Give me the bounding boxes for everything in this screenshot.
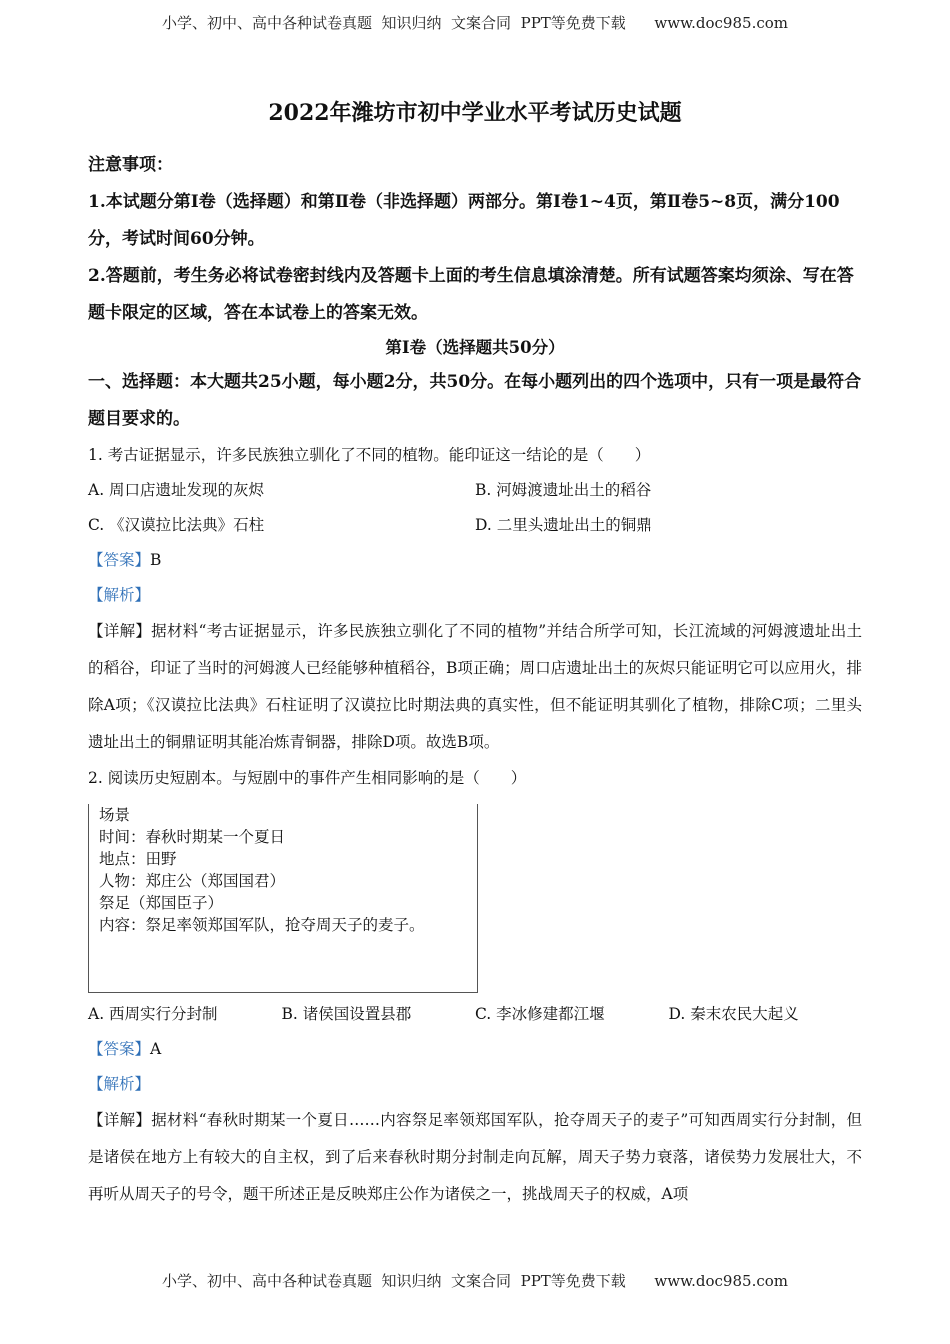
q1-answer-value: B: [150, 551, 162, 569]
q2-answer-tag: 【答案】: [88, 1040, 151, 1058]
q1-answer-tag: 【答案】: [88, 551, 151, 569]
q1-detail: [88, 613, 862, 761]
notice-item-2: 2.答题前，考生务必将试卷密封线内及答题卡上面的考生信息填涂清楚。所有试题答案均须涂、写在答题卡限定的区域，答在本试卷上的答案无效。: [88, 266, 854, 323]
q1-option-c: C. 《汉谟拉比法典》石柱: [88, 516, 265, 534]
exam-title: 2022年潍坊市初中学业水平考试历史试题: [268, 100, 682, 126]
q2-script-line: 地点：田野: [99, 850, 177, 868]
notice-heading: 注意事项：: [88, 155, 173, 175]
q1-detail-text: 据材料“考古证据显示，许多民族独立驯化了不同的植物”并结合所学可知，长江流域的河姆渡遗址出土的稻谷，印证了当时的河姆渡人已经能够种植稻谷，B项正确；周口店遗址出土的灰烬只能证明它可以应用火，排除A项；《汉谟拉比法典》石柱证明了汉谟拉比时期法典的真实性，但不能证明其驯化了植物，排除C项；二里头遗址出土的铜鼎证明其能冶炼青铜器，排除D项。故选B项。: [88, 622, 862, 751]
q2-detail-tag: 【详解】: [88, 1111, 152, 1129]
notice-item-1: 1.本试题分第Ⅰ卷（选择题）和第Ⅱ卷（非选择题）两部分。第Ⅰ卷1~4页，第Ⅱ卷5~8页，满分100分，考试时间60分钟。: [88, 192, 840, 249]
q1-answer: [88, 543, 862, 578]
document-body: [88, 96, 862, 1213]
q2-script-line: 时间：春秋时期某一个夏日: [99, 828, 286, 846]
q2-answer-value: A: [150, 1040, 162, 1058]
q1-analysis: [88, 578, 862, 613]
q2-detail-text: 据材料“春秋时期某一个夏日……内容祭足率领郑国军队，抢夺周天子的麦子”可知西周实行分封制，但是诸侯在地方上有较大的自主权，到了后来春秋时期分封制走向瓦解，周天子势力衰落，诸侯势力发展壮大，不再听从周天子的号令，题干所述正是反映郑庄公作为诸侯之一，挑战周天子的权威，A项: [88, 1111, 862, 1203]
q2-detail: [88, 1102, 862, 1213]
q2-analysis: [88, 1067, 862, 1102]
q1-detail-tag: 【详解】: [88, 622, 152, 640]
q2-option-b: B. 诸侯国设置县郡: [281, 1005, 412, 1023]
q2-script-line: 人物：郑庄公（郑国国君）: [99, 872, 286, 890]
q2-script-line: 场景: [99, 806, 131, 824]
q1-option-a: A. 周口店遗址发现的灰烬: [88, 481, 265, 499]
q1-option-d: D. 二里头遗址出土的铜鼎: [475, 516, 652, 534]
section-title: 第Ⅰ卷（选择题共50分）: [385, 338, 565, 357]
part1-instructions: 一、选择题：本大题共25小题，每小题2分，共50分。在每小题列出的四个选项中，只有一项是最符合题目要求的。: [88, 372, 862, 429]
q2-script-line: 祭足（郑国臣子）: [99, 894, 224, 912]
q1-stem: 1. 考古证据显示，许多民族独立驯化了不同的植物。能印证这一结论的是（ ）: [88, 446, 651, 464]
q2-analysis-tag: 【解析】: [88, 1075, 151, 1093]
q2-answer: [88, 1032, 862, 1067]
q2-options: [88, 997, 862, 1032]
q2-option-a: A. 西周实行分封制: [88, 1005, 218, 1023]
q2-stem: 2. 阅读历史短剧本。与短剧中的事件产生相同影响的是（ ）: [88, 769, 527, 787]
q2-option-c: C. 李冰修建都江堰: [475, 1005, 605, 1023]
q2-option-d: D. 秦末农民大起义: [668, 1005, 799, 1023]
q1-option-b: B. 河姆渡遗址出土的稻谷: [475, 481, 652, 499]
q1-options: [88, 473, 862, 543]
q2-script-line: 内容：祭足率领郑国军队，抢夺周天子的麦子。: [99, 916, 425, 934]
page-footer: 小学、初中、高中各种试卷真题 知识归纳 文案合同 PPT等免费下载 www.doc985.com: [161, 1272, 788, 1290]
page-header: 小学、初中、高中各种试卷真题 知识归纳 文案合同 PPT等免费下载 www.doc985.com: [161, 14, 788, 32]
q2-script-box: [88, 804, 478, 993]
q1-analysis-tag: 【解析】: [88, 586, 151, 604]
